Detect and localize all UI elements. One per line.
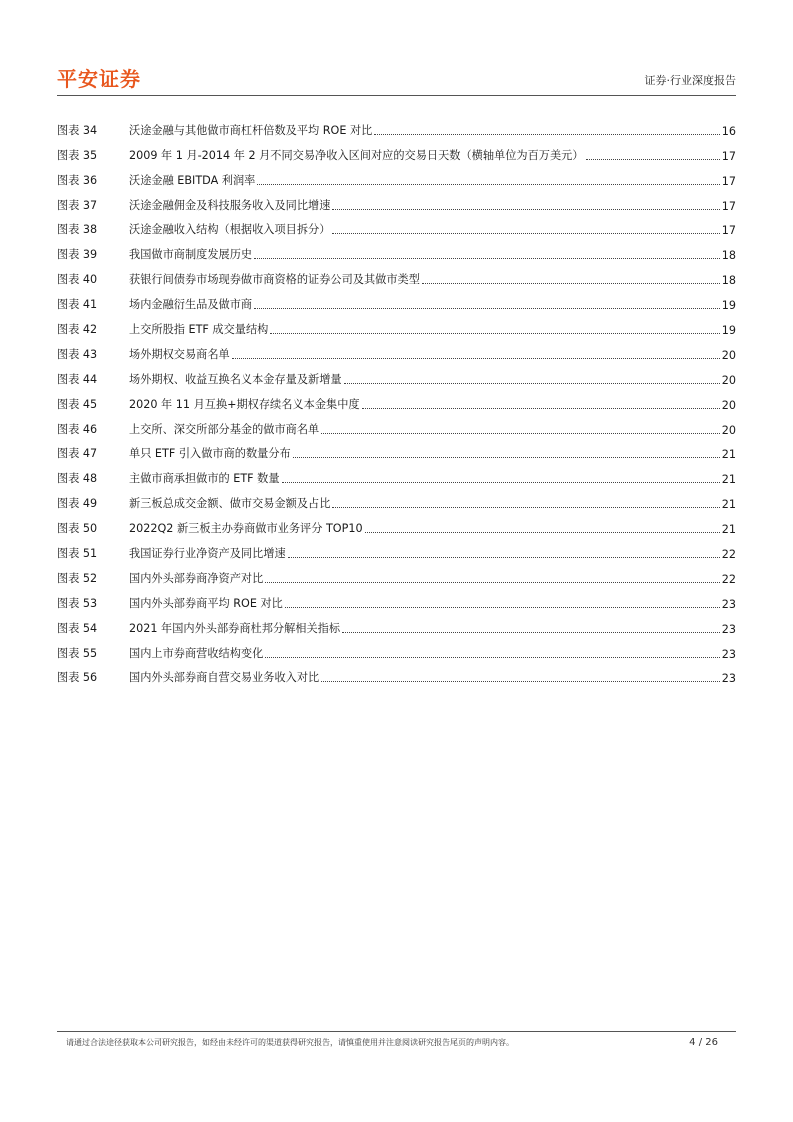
dot-leader — [232, 358, 720, 359]
figure-page-number: 23 — [721, 672, 736, 686]
dot-leader — [254, 258, 720, 259]
figure-number: 图表 49 — [57, 497, 98, 511]
figure-title: 国内外头部券商自营交易业务收入对比 — [129, 671, 320, 685]
figure-page-number: 18 — [721, 249, 736, 263]
dot-leader — [265, 657, 719, 658]
figure-number: 图表 52 — [57, 571, 98, 585]
figure-page-number: 23 — [721, 622, 736, 636]
toc-entry[interactable] — [57, 387, 736, 412]
figure-number: 图表 54 — [57, 621, 98, 635]
toc-entry[interactable] — [57, 113, 736, 138]
figure-title: 沃途金融佣金及科技服务收入及同比增速 — [129, 198, 331, 212]
figure-title: 我国证券行业净资产及同比增速 — [129, 547, 286, 561]
figure-number: 图表 39 — [57, 248, 98, 262]
dot-leader — [265, 582, 719, 583]
disclaimer-note: 请通过合法途径获取本公司研究报告，如经由未经许可的渠道获得研究报告，请慎重使用并注意阅读研究报告尾页的声明内容。 — [66, 1038, 514, 1047]
figure-number: 图表 46 — [57, 422, 98, 436]
figure-title: 沃途金融收入结构（根据收入项目拆分） — [129, 223, 331, 237]
toc-entry[interactable] — [57, 213, 736, 238]
dot-leader — [321, 681, 720, 682]
figure-title: 我国做市商制度发展历史 — [129, 248, 253, 262]
dot-leader — [332, 209, 719, 210]
toc-entry[interactable] — [57, 138, 736, 163]
figure-title: 单只 ETF 引入做市商的数量分布 — [129, 447, 291, 461]
toc-entry[interactable] — [57, 611, 736, 636]
toc-entry[interactable] — [57, 636, 736, 661]
figure-number: 图表 41 — [57, 298, 98, 312]
report-type-label: 证券·行业深度报告 — [644, 74, 736, 87]
page-number: 4 / 26 — [689, 1037, 718, 1048]
figure-page-number: 22 — [721, 548, 736, 562]
dot-leader — [422, 283, 720, 284]
figure-number: 图表 35 — [57, 148, 98, 162]
figure-page-number: 17 — [721, 199, 736, 213]
toc-entry[interactable] — [57, 511, 736, 536]
dot-leader — [342, 632, 720, 633]
figure-page-number: 18 — [721, 274, 736, 288]
dot-leader — [365, 532, 720, 533]
dot-leader — [257, 184, 719, 185]
toc-entry[interactable] — [57, 237, 736, 262]
toc-entry[interactable] — [57, 287, 736, 312]
dot-leader — [288, 557, 720, 558]
dot-leader — [586, 159, 720, 160]
figure-page-number: 21 — [721, 473, 736, 487]
toc-entry[interactable] — [57, 163, 736, 188]
company-logo: 平安证券 — [57, 67, 141, 91]
figure-title: 上交所、深交所部分基金的做市商名单 — [129, 422, 320, 436]
figure-number: 图表 47 — [57, 447, 98, 461]
figure-page-number: 17 — [721, 224, 736, 238]
toc-entry[interactable] — [57, 262, 736, 287]
figure-title: 国内上市券商营收结构变化 — [129, 646, 264, 660]
figure-page-number: 21 — [721, 448, 736, 462]
figure-number: 图表 40 — [57, 273, 98, 287]
dot-leader — [270, 333, 719, 334]
figure-title: 沃途金融 EBITDA 利润率 — [129, 173, 256, 187]
dot-leader — [344, 383, 720, 384]
toc-entry[interactable] — [57, 337, 736, 362]
figure-number: 图表 38 — [57, 223, 98, 237]
figure-title: 场外期权交易商名单 — [129, 347, 230, 361]
figure-number: 图表 36 — [57, 173, 98, 187]
figure-title: 场内金融衍生品及做市商 — [129, 298, 253, 312]
dot-leader — [282, 482, 720, 483]
figure-number: 图表 56 — [57, 671, 98, 685]
figure-page-number: 20 — [721, 398, 736, 412]
figure-title: 国内外头部券商净资产对比 — [129, 571, 264, 585]
figure-page-number: 16 — [721, 124, 736, 138]
figure-page-number: 19 — [721, 324, 736, 338]
figure-page-number: 17 — [721, 174, 736, 188]
toc-entry[interactable] — [57, 561, 736, 586]
figure-number: 图表 45 — [57, 397, 98, 411]
figure-title: 2020 年 11 月互换+期权存续名义本金集中度 — [129, 397, 360, 411]
dot-leader — [285, 607, 720, 608]
dot-leader — [321, 433, 720, 434]
figure-page-number: 20 — [721, 423, 736, 437]
toc-entry[interactable] — [57, 312, 736, 337]
figure-title: 新三板总成交金额、做市交易金额及占比 — [129, 497, 331, 511]
dot-leader — [293, 457, 720, 458]
figure-title: 2021 年国内外头部券商杜邦分解相关指标 — [129, 621, 341, 635]
toc-entry[interactable] — [57, 586, 736, 611]
figure-page-number: 17 — [721, 149, 736, 163]
dot-leader — [332, 507, 719, 508]
figure-page-number: 23 — [721, 647, 736, 661]
toc-entry[interactable] — [57, 661, 736, 686]
dot-leader — [332, 233, 719, 234]
toc-entry[interactable] — [57, 437, 736, 462]
figure-page-number: 19 — [721, 299, 736, 313]
figure-number: 图表 34 — [57, 123, 98, 137]
header-divider — [57, 95, 736, 96]
figure-number: 图表 55 — [57, 646, 98, 660]
figure-page-number: 21 — [721, 498, 736, 512]
toc-entry[interactable] — [57, 188, 736, 213]
figure-number: 图表 48 — [57, 472, 98, 486]
toc-entry[interactable] — [57, 461, 736, 486]
figure-title: 国内外头部券商平均 ROE 对比 — [129, 596, 283, 610]
footer-divider — [57, 1031, 736, 1032]
figure-title: 上交所股指 ETF 成交量结构 — [129, 323, 269, 337]
figure-number: 图表 53 — [57, 596, 98, 610]
dot-leader — [374, 134, 719, 135]
figure-number: 图表 50 — [57, 522, 98, 536]
figure-page-number: 23 — [721, 597, 736, 611]
dot-leader — [362, 408, 720, 409]
figure-title: 2009 年 1 月-2014 年 2 月不同交易净收入区间对应的交易日天数（横轴单位为百万美元） — [129, 148, 584, 162]
figure-number: 图表 44 — [57, 372, 98, 386]
figure-list — [57, 113, 736, 685]
toc-entry[interactable] — [57, 486, 736, 511]
figure-page-number: 20 — [721, 348, 736, 362]
figure-number: 图表 42 — [57, 323, 98, 337]
figure-page-number: 21 — [721, 523, 736, 537]
dot-leader — [254, 308, 720, 309]
toc-entry[interactable] — [57, 412, 736, 437]
figure-title: 主做市商承担做市的 ETF 数量 — [129, 472, 280, 486]
figure-title: 场外期权、收益互换名义本金存量及新增量 — [129, 372, 342, 386]
figure-number: 图表 51 — [57, 547, 98, 561]
figure-title: 2022Q2 新三板主办券商做市业务评分 TOP10 — [129, 522, 363, 536]
figure-title: 获银行间债券市场现券做市商资格的证券公司及其做市类型 — [129, 273, 420, 287]
toc-entry[interactable] — [57, 362, 736, 387]
toc-entry[interactable] — [57, 536, 736, 561]
figure-number: 图表 43 — [57, 347, 98, 361]
figure-number: 图表 37 — [57, 198, 98, 212]
figure-page-number: 20 — [721, 373, 736, 387]
figure-title: 沃途金融与其他做市商杠杆倍数及平均 ROE 对比 — [129, 123, 373, 137]
figure-page-number: 22 — [721, 572, 736, 586]
